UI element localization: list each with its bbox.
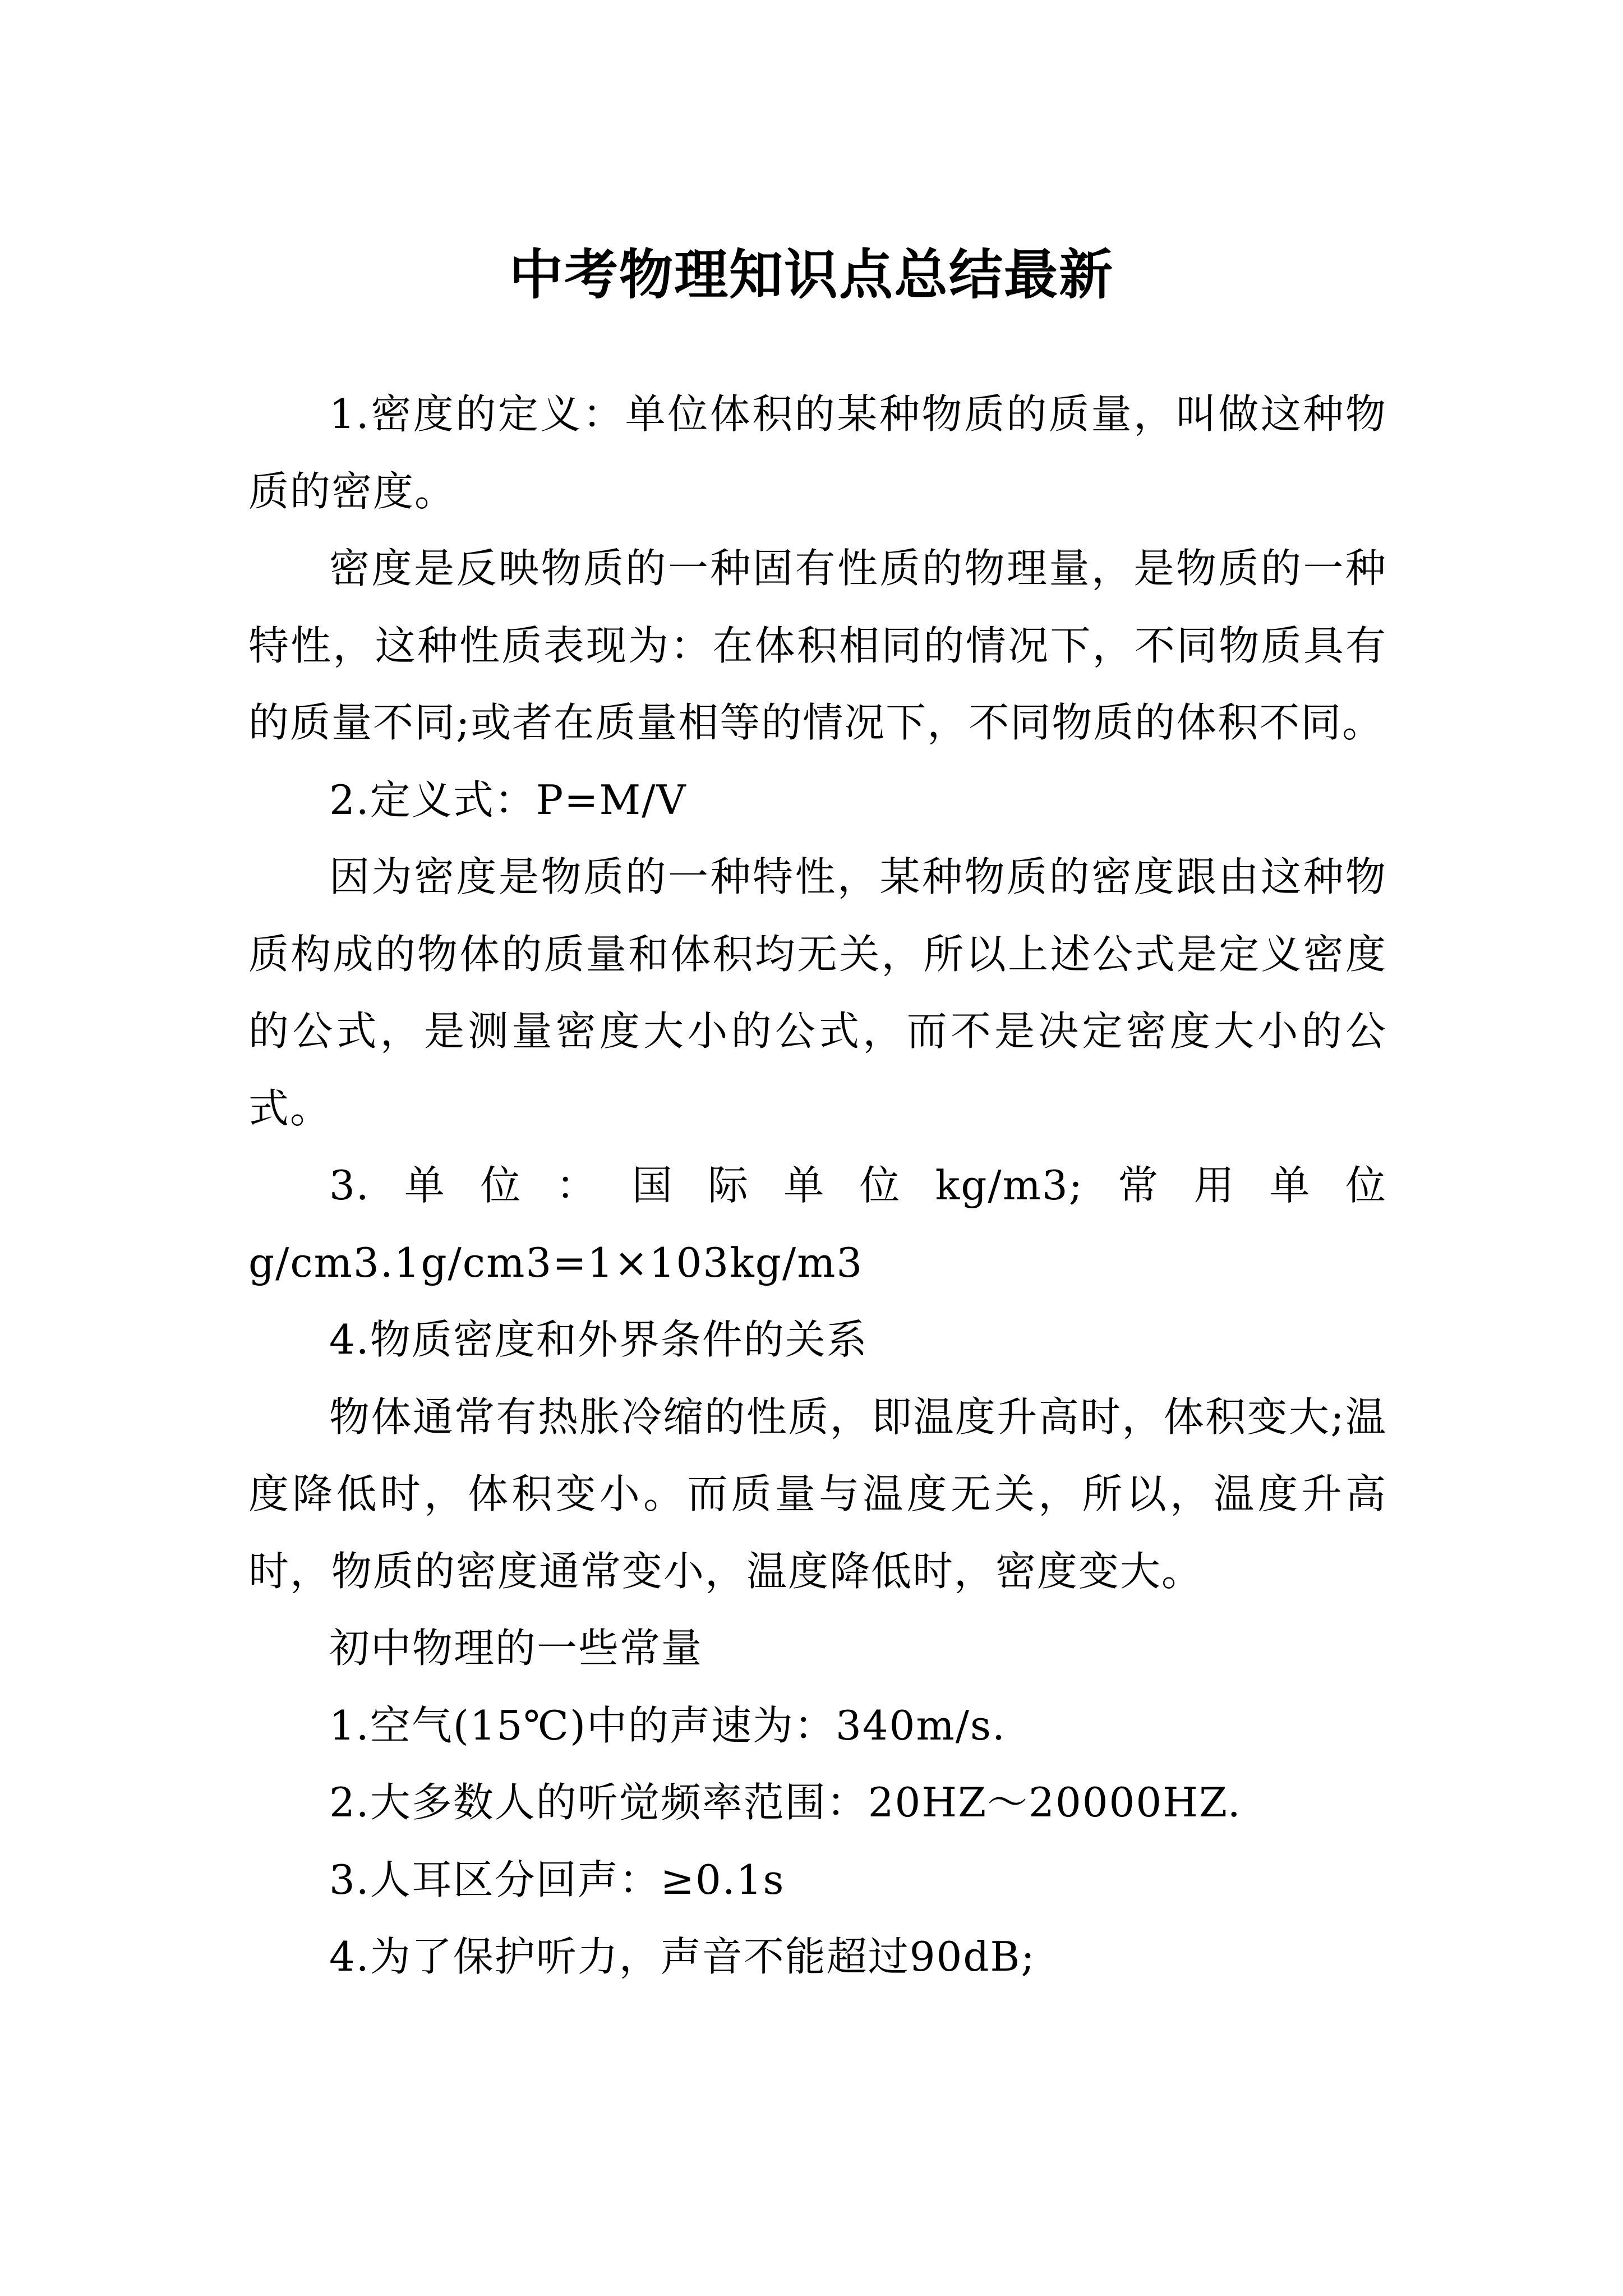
paragraph-thermal-expansion: 物体通常有热胀冷缩的性质，即温度升高时，体积变大;温度降低时，体积变小。而质量与温度无关，所以，温度升高时，物质的密度通常变小，温度降低时，密度变大。 [248,1393,1387,1595]
paragraph-density-conditions: 4.物质密度和外界条件的关系 [329,1316,868,1363]
paragraph-units: 3.单位：国际单位kg/m3;常用单位g/cm3.1g/cm3=1×103kg/m3 [248,1162,1387,1286]
paragraph-echo: 3.人耳区分回声：≥0.1s [329,1856,785,1903]
document-title: 中考物理知识点总结最新 [509,243,1114,307]
paragraph-hearing-range: 2.大多数人的听觉频率范围：20HZ～20000HZ. [329,1779,1242,1826]
paragraph-sound-speed: 1.空气(15℃)中的声速为：340m/s. [329,1701,1006,1749]
paragraph-density-definition: 1.密度的定义：单位体积的某种物质的质量，叫做这种物质的密度。 [248,390,1387,515]
document-body [248,376,1387,1996]
paragraph-formula-explanation: 因为密度是物质的一种特性，某种物质的密度跟由这种物质构成的物体的质量和体积均无关，所以上述公式是定义密度的公式，是测量密度大小的公式，而不是决定密度大小的公式。 [248,853,1387,1132]
paragraph-constants-heading: 初中物理的一些常量 [329,1625,703,1672]
paragraph-hearing-protection: 4.为了保护听力，声音不能超过90dB; [329,1933,1036,1980]
paragraph-density-property: 密度是反映物质的一种固有性质的物理量，是物质的一种特性，这种性质表现为：在体积相同的情况下，不同物质具有的质量不同;或者在质量相等的情况下，不同物质的体积不同。 [248,545,1387,746]
paragraph-formula: 2.定义式：P=M/V [329,776,687,823]
